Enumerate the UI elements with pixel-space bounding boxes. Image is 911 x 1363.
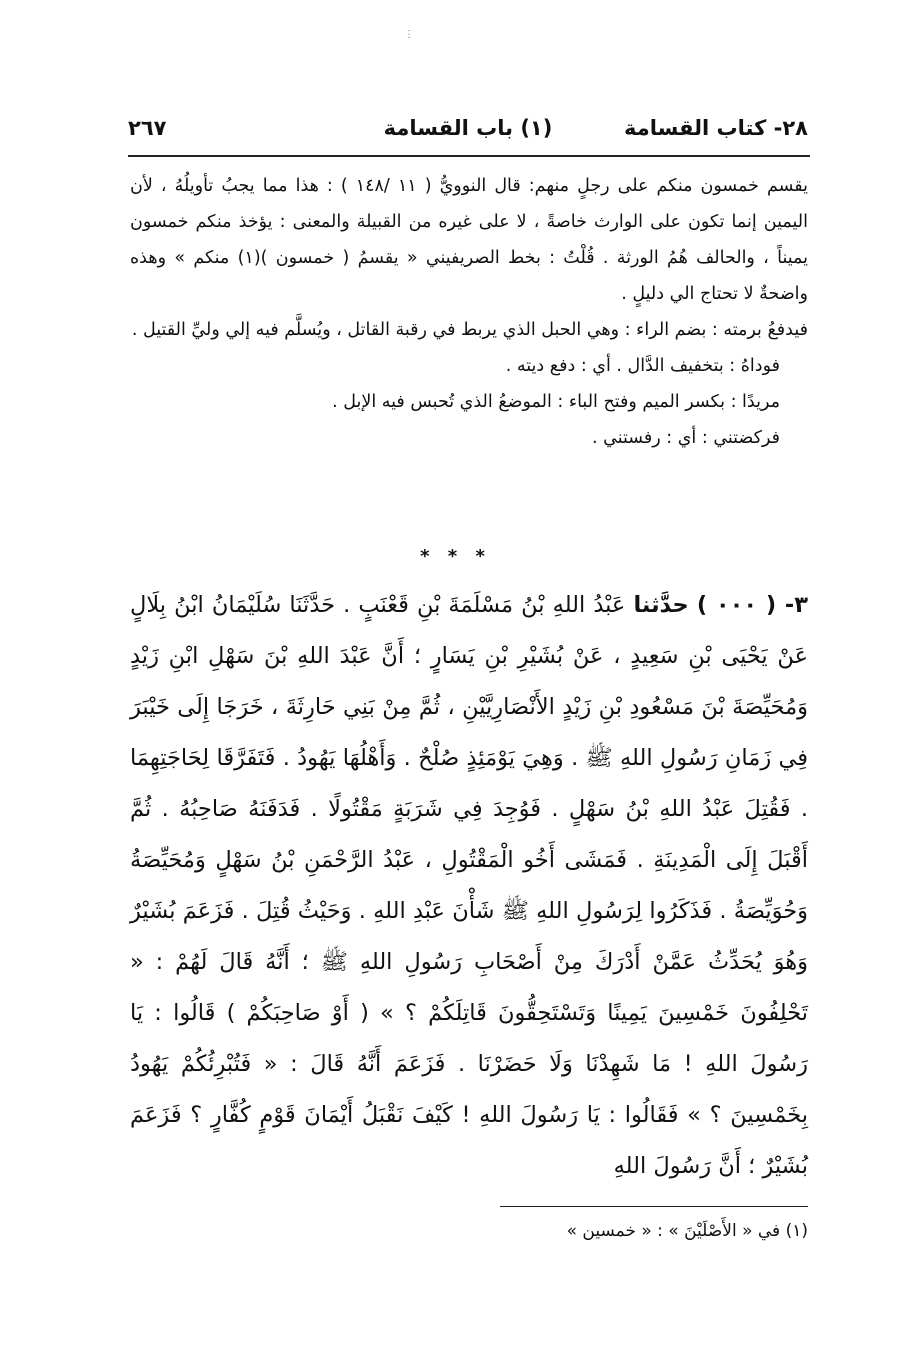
section-title: (١) باب القسامة (383, 116, 553, 140)
chapter-title: ٢٨- كتاب القسامة (624, 116, 808, 140)
hadith-lead-word: حدَّثنا (633, 592, 689, 618)
footnote-rule (500, 1206, 808, 1207)
commentary-paragraph: فيدفعُ برمته : بضم الراء : وهي الحبل الذي يربط في رقبة القاتل ، ويُسلَّم فيه إلي وليِّ القتيل . (131, 320, 808, 340)
hadith-number: ٣- ( ٠٠٠ ) (696, 592, 809, 618)
page-number: ٢٦٧ (128, 116, 167, 140)
commentary-paragraph: فوداهُ : بتخفيف الدَّال . أي : دفع ديته . (505, 356, 780, 376)
hadith-body: عَبْدُ اللهِ بْنُ مَسْلَمَةَ بْنِ قَعْنَبٍ . حَدَّثَنَا سُلَيْمَانُ ابْنُ بِلَالٍ عَنْ يَحْيَى بْنِ سَعِيدٍ ، عَنْ بُشَيْرِ بْنِ يَسَارٍ ؛ أَنَّ عَبْدَ اللهِ بْنَ سَهْلِ ابْنِ زَيْدٍ وَمُحَيِّصَةَ بْنَ مَسْعُودِ بْنِ زَيْدٍ الأَنْصَارِيَّيْنِ ، ثُمَّ مِنْ بَنِي حَارِثَةَ ، خَرَجَا إِلَى خَيْبَرَ فِي زَمَانِ رَسُولِ اللهِ ﷺ . وَهِيَ يَوْمَئِذٍ صُلْحٌ . وَأَهْلُهَا يَهُودُ . فَتَفَرَّقَا لِحَاجَتِهِمَا . فَقُتِلَ عَبْدُ اللهِ بْنُ سَهْلٍ . فَوُجِدَ فِي شَرَبَةٍ مَقْتُولًا . فَدَفَنَهُ صَاحِبُهُ . ثُمَّ أَقْبَلَ إِلَى الْمَدِينَةِ . فَمَشَى أَخُو الْمَقْتُولِ ، عَبْدُ الرَّحْمَنِ بْنُ سَهْلٍ وَمُحَيِّصَةُ وَحُوَيِّصَةُ . فَذَكَرُوا لِرَسُولِ اللهِ ﷺ شَأْنَ عَبْدِ اللهِ . وَحَيْثُ قُتِلَ . فَزَعَمَ بُشَيْرٌ وَهُوَ يُحَدِّثُ عَمَّنْ أَدْرَكَ مِنْ أَصْحَابِ رَسُولِ اللهِ ﷺ ؛ أَنَّهُ قَالَ لَهُمْ : « تَحْلِفُونَ خَمْسِينَ يَمِينًا وَتَسْتَحِقُّونَ قَاتِلَكُمْ ؟ » ( أَوْ صَاحِبَكُمْ ) قَالُوا : يَا رَسُولَ اللهِ ! مَا شَهِدْنَا وَلَا حَضَرْنَا . فَزَعَمَ أَنَّهُ قَالَ : « فَتُبْرِئُكُمْ يَهُودُ بِخَمْسِينَ ؟ » فَقَالُوا : يَا رَسُولَ اللهِ ! كَيْفَ نَقْبَلُ أَيْمَانَ قَوْمٍ كُفَّارٍ ؟ فَزَعَمَ بُشَيْرٌ ؛ أَنَّ رَسُولَ اللهِ (130, 592, 808, 1179)
footnote: (١) في « الأَصْلَيْنَ » : « خمسين » (566, 1221, 808, 1241)
commentary-block (130, 168, 808, 456)
commentary-paragraph: مريدًا : بكسر الميم وفتح الباء : الموضعُ الذي تُحبس فيه الإبل . (332, 392, 780, 412)
hadith-text (130, 580, 808, 1192)
commentary-paragraph: فركضتني : أي : رفستني . (592, 428, 780, 448)
scan-mark: ⋮ (404, 29, 414, 40)
section-separator: * * * (420, 546, 491, 567)
header-rule (128, 155, 810, 157)
commentary-paragraph: يقسم خمسون منكم على رجلٍ منهم: قال النوويُّ ( ١١ /١٤٨ ) : هذا مما يجبُ تأويلُهُ ، لأن اليمين إنما تكون على الوارث خاصةً ، لا على غيره من القبيلة والمعنى : يؤخذ منكم خمسون يميناً ، والحالف هُمُ الورثة . قُلْتُ : بخط الصريفيني « يقسمُ ( خمسون )(١) منكم » وهذه واضحةٌ لا تحتاج الي دليلٍ . (130, 176, 808, 304)
running-header (128, 112, 808, 152)
